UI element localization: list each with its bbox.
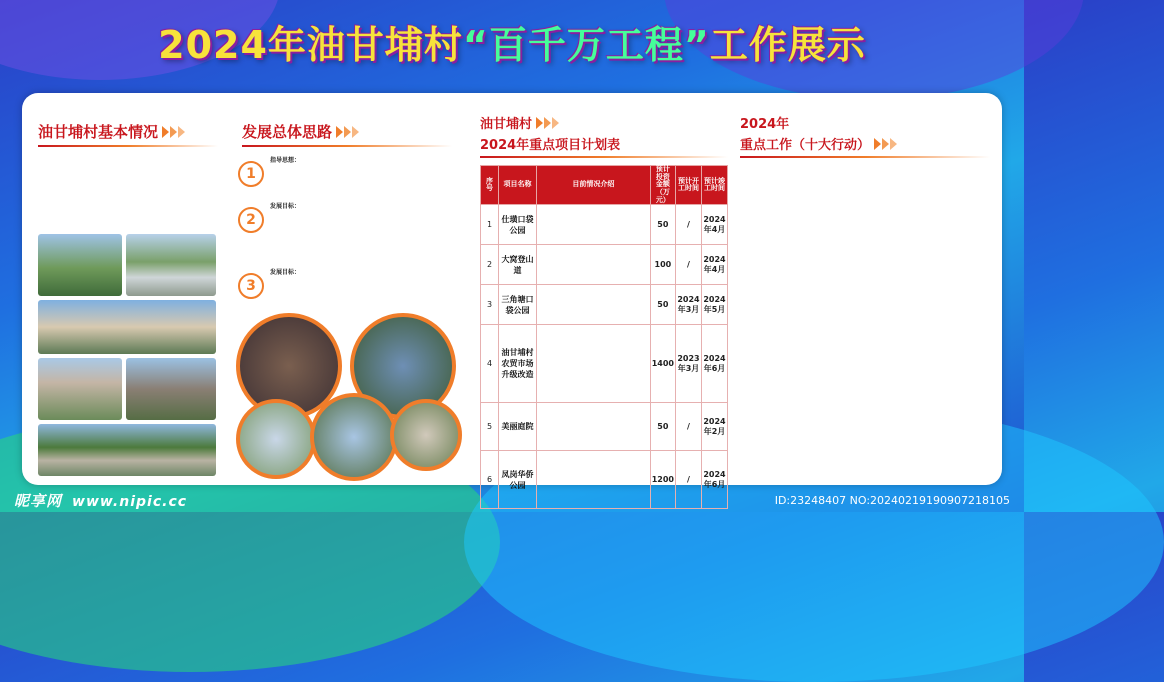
project-description [537,451,651,509]
arrow-decoration-icon [536,117,559,129]
title-underline [480,156,728,158]
project-name: 凤岗华侨公园 [499,451,537,509]
column-header: 预计开工时间 [676,166,702,205]
investment-amount: 50 [650,403,675,451]
image-id: ID:23248407 NO:20240219190907218105 [774,494,1010,507]
project-name: 大窝登山道 [499,245,537,285]
title-quote: “百千万工程” [462,23,710,67]
investment-amount: 50 [650,285,675,325]
section-title: 油甘埔村 [480,113,728,132]
project-description [537,403,651,451]
section-title: 发展总体思路 [242,121,452,142]
project-plan-section [474,93,732,490]
display-board [22,93,1002,490]
project-description [537,285,651,325]
project-photo-circle [236,399,316,479]
table-row [481,451,728,509]
village-photo [126,358,216,420]
arrow-decoration-icon [162,126,185,138]
start-date: / [676,205,702,245]
item-number: 3 [238,273,264,299]
end-date: 2024年6月 [702,325,728,403]
end-date: 2024年5月 [702,285,728,325]
table-header-row [481,166,728,205]
arrow-decoration-icon [874,138,897,150]
basic-info-section [34,93,224,485]
start-date: / [676,403,702,451]
row-number: 1 [481,205,499,245]
project-name: 油甘埔村农贸市场升级改造 [499,325,537,403]
row-number: 2 [481,245,499,285]
project-name: 美丽庭院 [499,403,537,451]
title-underline [242,145,452,147]
table-row [481,205,728,245]
section-title: 重点工作（十大行动） [740,134,990,153]
investment-amount: 50 [650,205,675,245]
end-date: 2024年2月 [702,403,728,451]
column-header: 预计投资金额（万元） [650,166,675,205]
section-subtitle: 2024年重点项目计划表 [480,138,621,153]
investment-amount: 1200 [650,451,675,509]
row-number: 6 [481,451,499,509]
item-number: 2 [238,207,264,233]
start-date: 2024年3月 [676,285,702,325]
village-photo [38,424,216,476]
title-underline [38,145,218,147]
table-row [481,403,728,451]
start-date: / [676,451,702,509]
section-title-line1: 2024年 [740,117,790,132]
development-ideas-section [232,93,464,485]
project-name: 仕璜口袋公园 [499,205,537,245]
project-description [537,205,651,245]
end-date: 2024年4月 [702,245,728,285]
project-name: 三角塘口袋公园 [499,285,537,325]
project-description [537,325,651,403]
project-description [537,245,651,285]
key-work-section [734,93,996,485]
row-number: 5 [481,403,499,451]
end-date: 2024年4月 [702,205,728,245]
arrow-decoration-icon [336,126,359,138]
section-title: 油甘埔村基本情况 [38,121,218,142]
village-photo [38,234,122,296]
row-number: 3 [481,285,499,325]
title-underline [740,156,990,158]
project-photo-circle [310,393,398,481]
title-prefix: 2024年油甘埔村 [158,23,463,67]
column-header: 序号 [481,166,499,205]
village-photo [126,234,216,296]
village-photo [38,358,122,420]
item-label: 发展目标： [270,203,301,210]
row-number: 4 [481,325,499,403]
watermark-url: www.nipic.cc [72,494,188,510]
item-label: 发展目标： [270,269,301,276]
table-row [481,245,728,285]
investment-amount: 100 [650,245,675,285]
column-header: 预计竣工时间 [702,166,728,205]
plan-table [480,165,728,509]
page-title [0,14,1024,69]
table-row [481,285,728,325]
project-photo-circle [390,399,462,471]
title-suffix: 工作展示 [709,23,866,67]
watermark-brand: 昵享网 www.nipic.cc [14,492,188,510]
item-label: 指导思想： [270,157,301,164]
investment-amount: 1400 [650,325,675,403]
table-row [481,325,728,403]
item-number: 1 [238,161,264,187]
village-photo [38,300,216,354]
start-date: / [676,245,702,285]
column-header: 项目名称 [499,166,537,205]
plan-table-wrapper [480,165,728,509]
column-header: 目前情况介绍 [537,166,651,205]
end-date: 2024年6月 [702,451,728,509]
start-date: 2023年3月 [676,325,702,403]
